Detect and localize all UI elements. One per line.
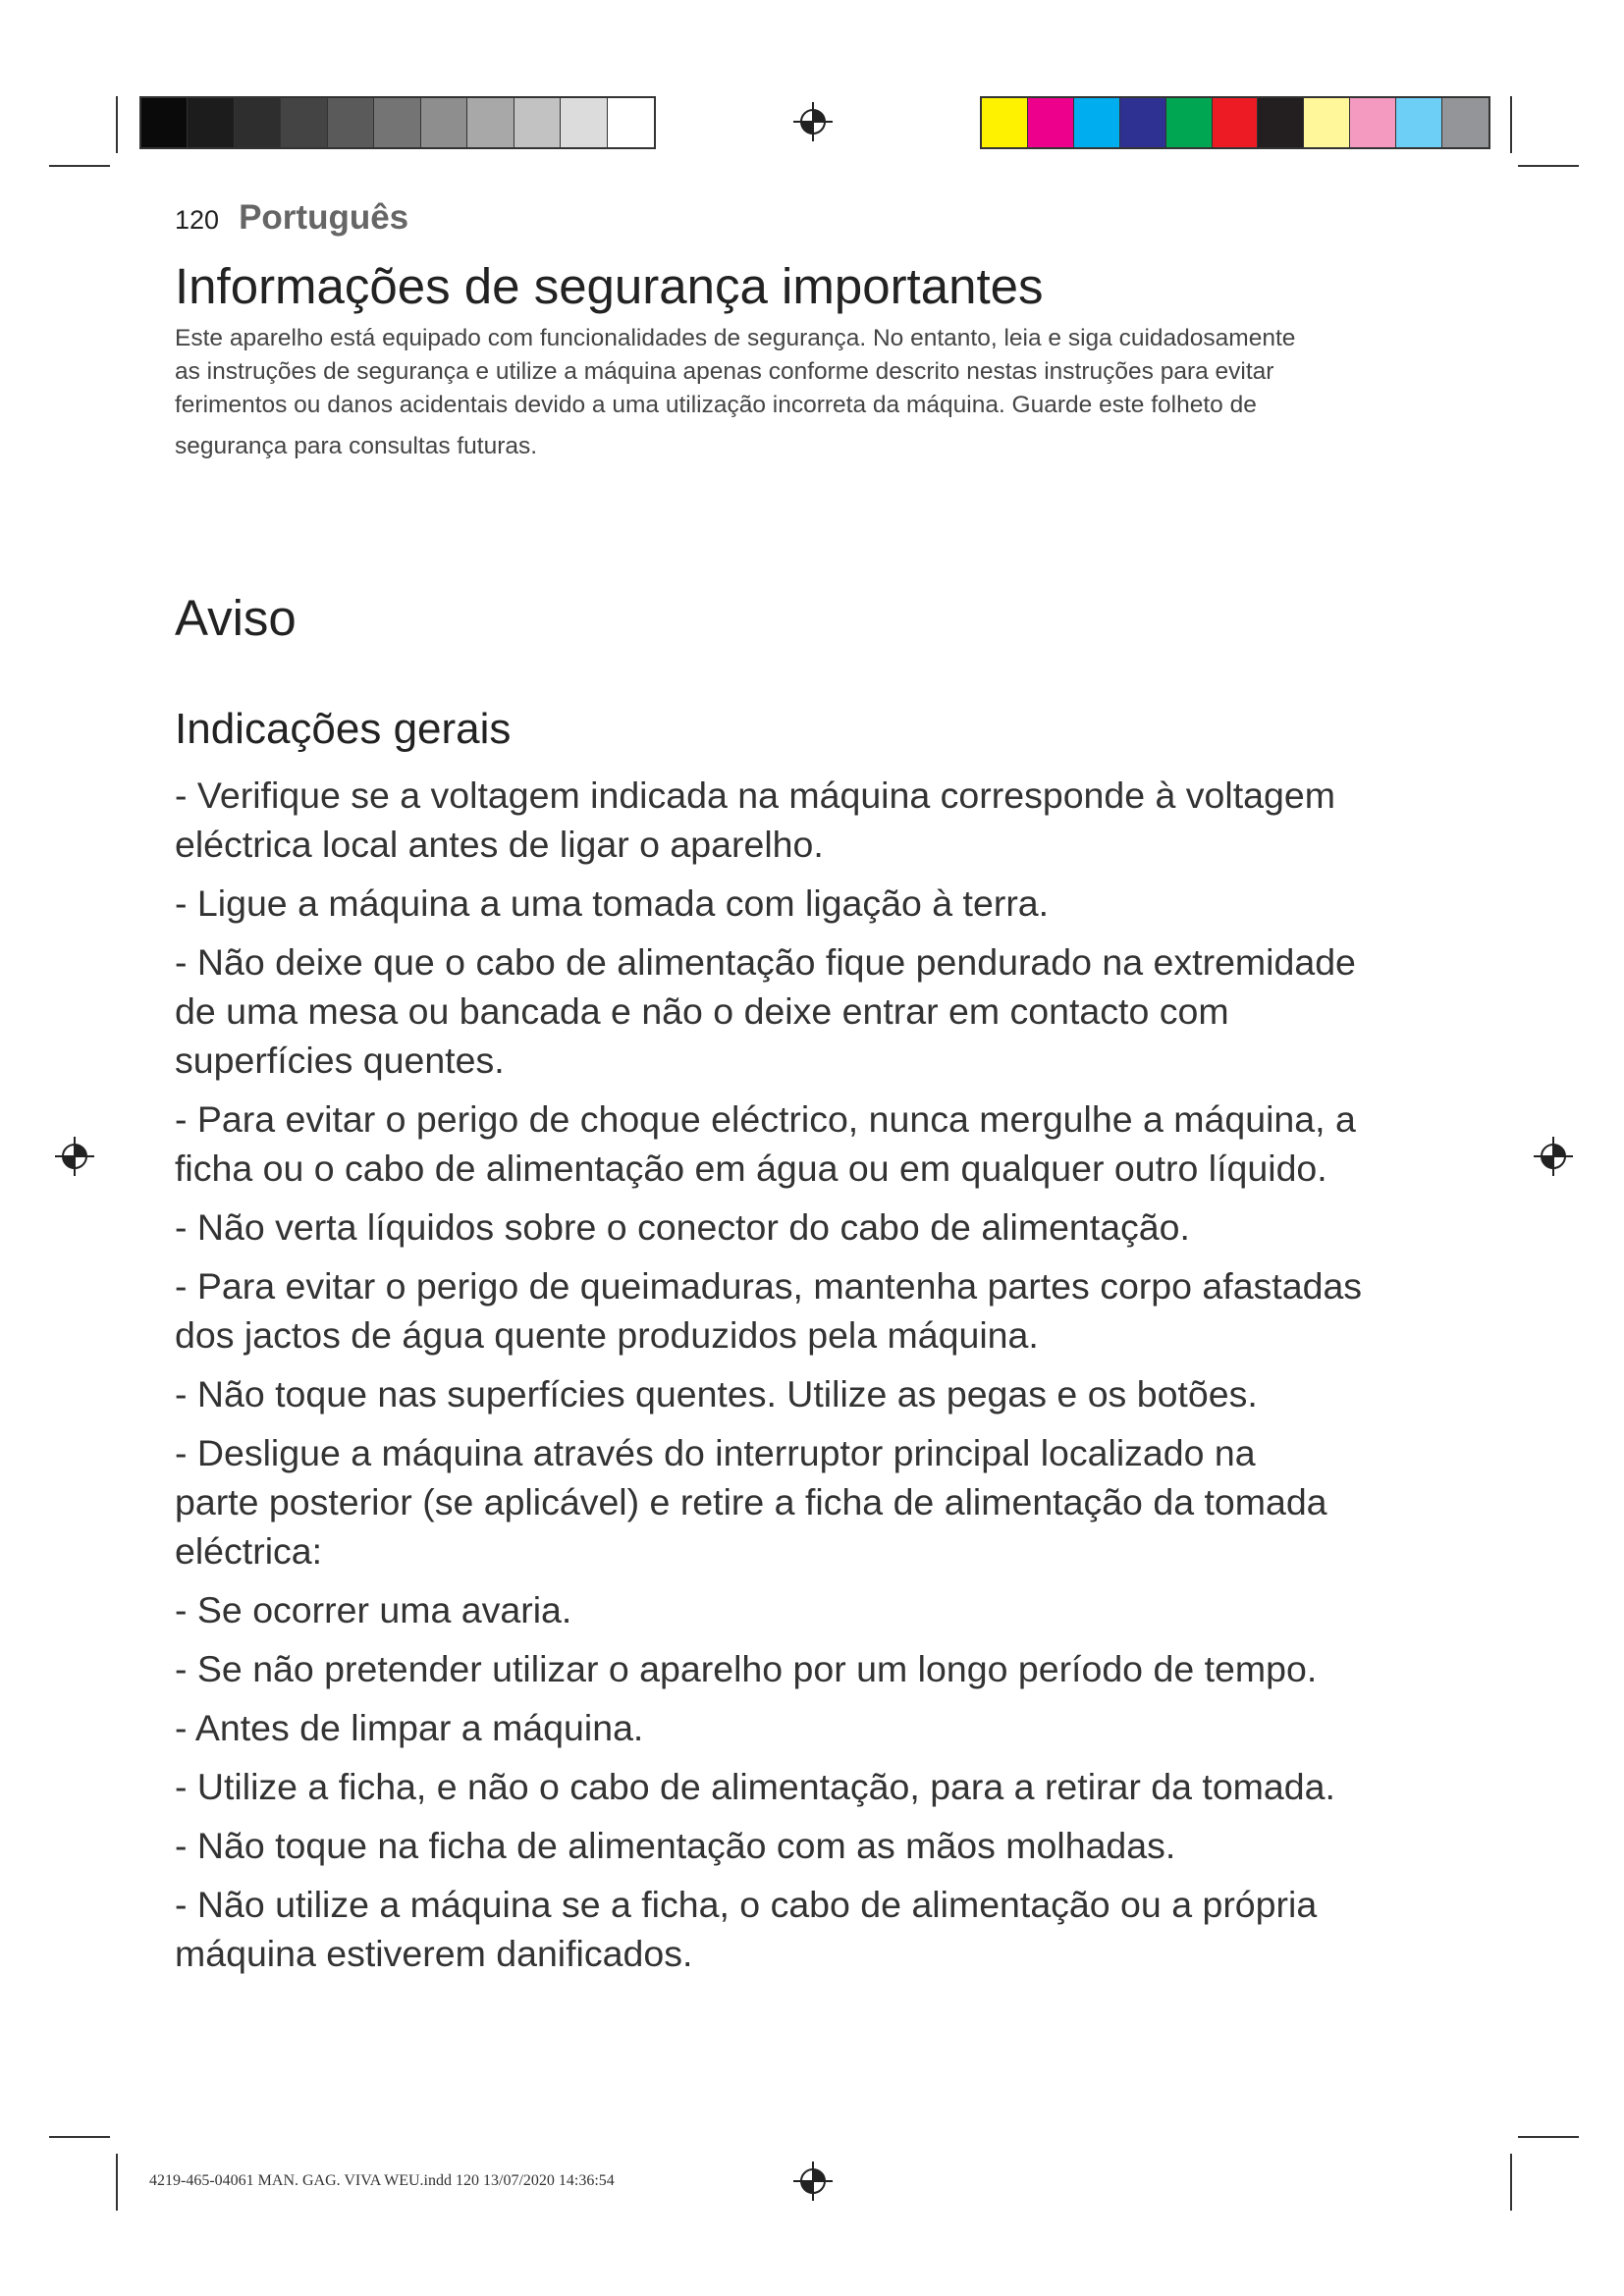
instruction-line: superfícies quentes. xyxy=(175,1040,505,1081)
intro-line: segurança para consultas futuras. xyxy=(175,433,538,459)
instruction-line: - Não verta líquidos sobre o conector do cabo de alimentação. xyxy=(175,1206,1190,1248)
crop-mark-top-left-v xyxy=(116,96,118,153)
subsection-title-general: Indicações gerais xyxy=(175,705,512,753)
registration-mark-right-icon xyxy=(1534,1137,1573,1176)
page-header xyxy=(175,198,408,238)
instruction-line: - Para evitar o perigo de queimaduras, mantenha partes corpo afastadas xyxy=(175,1265,1363,1307)
intro-line: ferimentos ou danos acidentais devido a uma utilização incorreta da máquina. Guarde este folheto de xyxy=(175,392,1257,418)
intro-paragraph xyxy=(175,322,1402,463)
crop-mark-bottom-left-v xyxy=(116,2154,118,2211)
gray-swatch xyxy=(608,98,654,147)
intro-line: as instruções de segurança e utilize a máquina apenas conforme descrito nestas instruções para evitar xyxy=(175,358,1274,385)
gray-swatch xyxy=(235,98,281,147)
safety-instruction-item xyxy=(175,771,1471,869)
instruction-line: - Desligue a máquina através do interruptor principal localizado na xyxy=(175,1432,1256,1473)
safety-instruction-item xyxy=(175,1880,1471,1978)
crop-mark-bottom-right-h xyxy=(1518,2136,1579,2138)
gray-swatch xyxy=(328,98,374,147)
safety-instruction-item xyxy=(175,1202,1471,1252)
safety-instruction-item xyxy=(175,1821,1471,1870)
crop-mark-bottom-left-h xyxy=(49,2136,110,2138)
instruction-line: eléctrica local antes de ligar o aparelho. xyxy=(175,824,824,865)
safety-instruction-item xyxy=(175,1585,1471,1634)
page-title: Informações de segurança importantes xyxy=(175,258,1044,314)
color-swatch xyxy=(1166,98,1213,147)
intro-line: Este aparelho está equipado com funcionalidades de segurança. No entanto, leia e siga cuidadosamente xyxy=(175,325,1296,351)
instruction-line: - Não deixe que o cabo de alimentação fique pendurado na extremidade xyxy=(175,941,1356,983)
registration-mark-top-icon xyxy=(793,102,833,141)
color-swatch xyxy=(1028,98,1074,147)
page-number: 120 xyxy=(175,205,220,235)
safety-instruction-item xyxy=(175,937,1471,1085)
instruction-line: dos jactos de água quente produzidos pela máquina. xyxy=(175,1314,1039,1356)
safety-instruction-item xyxy=(175,879,1471,928)
gray-swatch xyxy=(467,98,514,147)
safety-instruction-item xyxy=(175,1762,1471,1811)
gray-swatch xyxy=(374,98,420,147)
crop-mark-top-right-h xyxy=(1518,165,1579,167)
gray-swatch xyxy=(281,98,327,147)
color-swatch xyxy=(1304,98,1350,147)
instruction-line: parte posterior (se aplicável) e retire a ficha de alimentação da tomada xyxy=(175,1481,1327,1522)
safety-instruction-item xyxy=(175,1428,1471,1575)
instruction-line: - Se não pretender utilizar o aparelho por um longo período de tempo. xyxy=(175,1648,1318,1689)
safety-instruction-item xyxy=(175,1095,1471,1193)
color-calibration-bar xyxy=(980,96,1490,149)
instruction-line: - Se ocorrer uma avaria. xyxy=(175,1589,572,1630)
gray-swatch xyxy=(421,98,467,147)
instruction-line: - Ligue a máquina a uma tomada com ligação à terra. xyxy=(175,882,1050,924)
color-swatch xyxy=(1213,98,1259,147)
section-title-warning: Aviso xyxy=(175,590,297,646)
print-slug: 4219-465-04061 MAN. GAG. VIVA WEU.indd 120 13/07/2020 14:36:54 xyxy=(149,2172,615,2189)
instruction-line: de uma mesa ou bancada e não o deixe entrar em contacto com xyxy=(175,990,1229,1032)
color-swatch xyxy=(1396,98,1442,147)
instruction-line: eléctrica: xyxy=(175,1530,323,1572)
color-swatch xyxy=(1258,98,1304,147)
instruction-line: máquina estiverem danificados. xyxy=(175,1933,693,1974)
instruction-line: - Não utilize a máquina se a ficha, o cabo de alimentação ou a própria xyxy=(175,1884,1318,1925)
instruction-line: - Verifique se a voltagem indicada na máquina corresponde à voltagem xyxy=(175,774,1335,816)
gray-swatch xyxy=(141,98,188,147)
color-swatch xyxy=(1350,98,1396,147)
instruction-line: - Utilize a ficha, e não o cabo de alimentação, para a retirar da tomada. xyxy=(175,1766,1335,1807)
color-swatch xyxy=(1074,98,1120,147)
color-swatch xyxy=(1442,98,1489,147)
instruction-line: - Não toque nas superfícies quentes. Utilize as pegas e os botões. xyxy=(175,1373,1258,1415)
main-content xyxy=(175,251,1451,463)
registration-mark-bottom-icon xyxy=(793,2162,833,2201)
instruction-line: - Não toque na ficha de alimentação com as mãos molhadas. xyxy=(175,1825,1176,1866)
page-language: Português xyxy=(239,198,409,237)
safety-instruction-item xyxy=(175,1703,1471,1752)
color-swatch xyxy=(1120,98,1166,147)
safety-instructions-list xyxy=(175,771,1471,1988)
grayscale-calibration-bar xyxy=(139,96,656,149)
safety-instruction-item xyxy=(175,1261,1471,1360)
crop-mark-bottom-right-v xyxy=(1510,2154,1512,2211)
color-swatch xyxy=(982,98,1028,147)
gray-swatch xyxy=(188,98,234,147)
crop-mark-top-left-h xyxy=(49,165,110,167)
registration-mark-left-icon xyxy=(55,1137,94,1176)
gray-swatch xyxy=(514,98,561,147)
safety-instruction-item xyxy=(175,1644,1471,1693)
instruction-line: - Antes de limpar a máquina. xyxy=(175,1707,644,1748)
instruction-line: ficha ou o cabo de alimentação em água ou em qualquer outro líquido. xyxy=(175,1148,1327,1189)
safety-instruction-item xyxy=(175,1369,1471,1418)
gray-swatch xyxy=(561,98,607,147)
crop-mark-top-right-v xyxy=(1510,96,1512,153)
instruction-line: - Para evitar o perigo de choque eléctrico, nunca mergulhe a máquina, a xyxy=(175,1098,1356,1140)
